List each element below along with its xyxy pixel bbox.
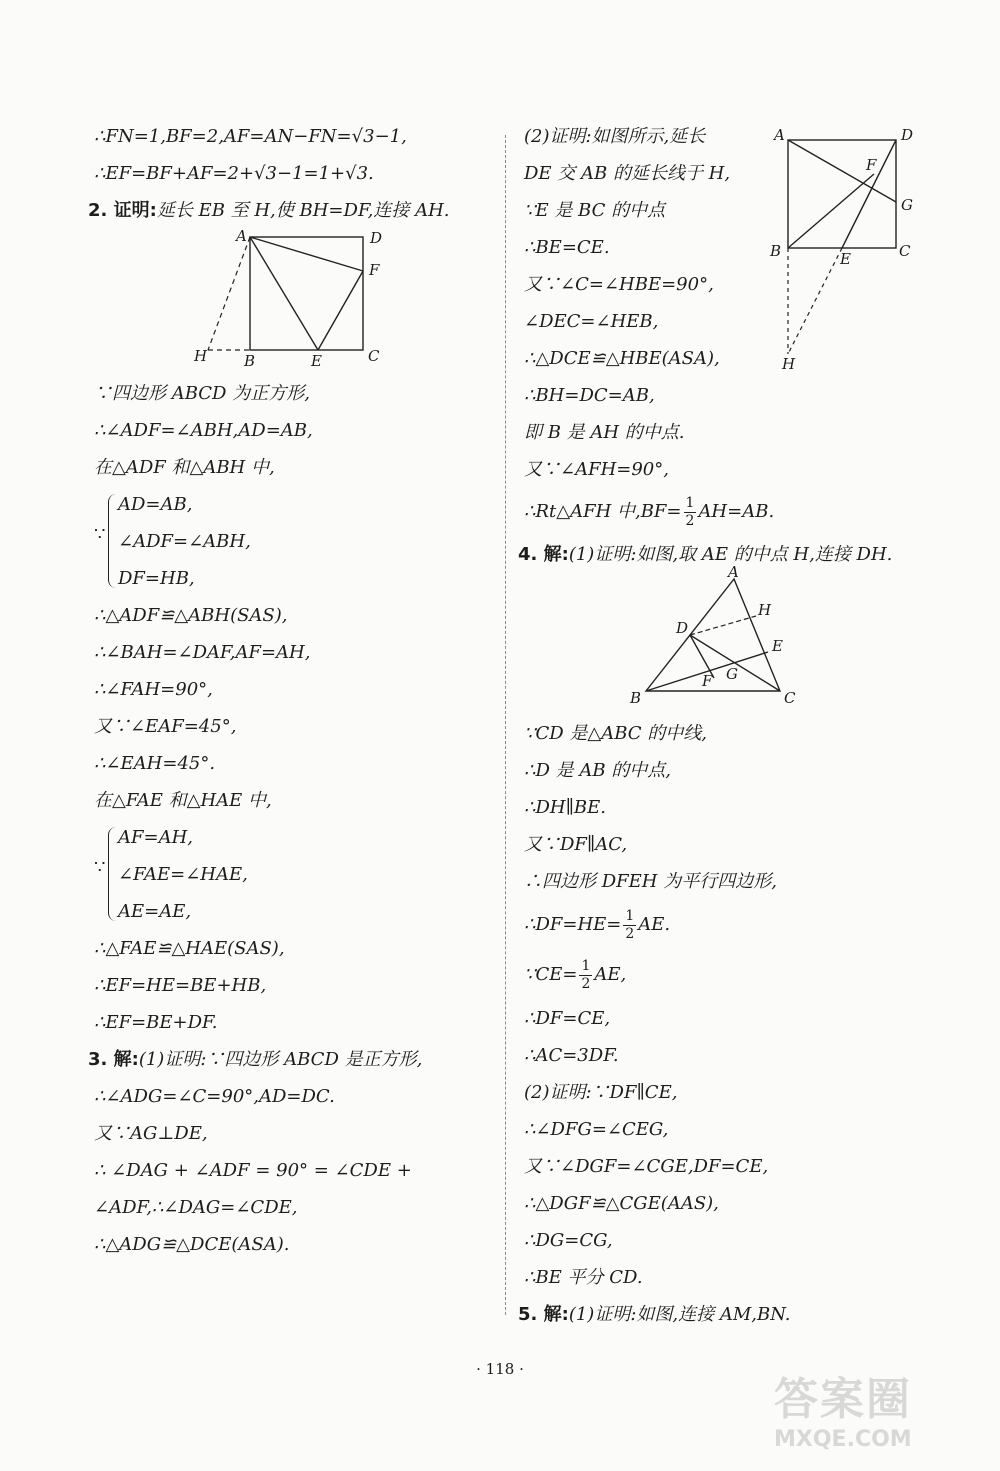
- text-segment: ∵CE=: [524, 964, 578, 985]
- text-line: 又∵∠EAF=45°,: [94, 716, 237, 737]
- watermark-url: MXQE.COM: [774, 1427, 912, 1452]
- fraction-denominator: 2: [581, 975, 591, 992]
- brace-line: DF=HB,: [118, 568, 195, 589]
- point-label: A: [236, 227, 247, 245]
- point-label: B: [244, 352, 256, 370]
- text-line: ∴四边形 DFEH 为平行四边形,: [524, 871, 777, 892]
- text-line: ∴D 是 AB 的中点,: [524, 760, 671, 781]
- problem-4-heading: [518, 536, 978, 573]
- point-label: D: [901, 126, 914, 144]
- text-line: ∴∠ADF=∠ABH,AD=AB,: [94, 420, 313, 441]
- text-segment: AE.: [638, 914, 671, 935]
- fraction-numerator: 1: [625, 907, 635, 924]
- point-label: G: [726, 665, 738, 683]
- problem-3-heading: [88, 1041, 498, 1078]
- text-line: ∴∠DFG=∠CEG,: [524, 1119, 669, 1140]
- since-symbol: ∵: [94, 524, 106, 545]
- text-line: 又∵∠AFH=90°,: [524, 459, 669, 480]
- text-line: ∴BE 平分 CD.: [524, 1267, 643, 1288]
- column-divider: [505, 135, 506, 1315]
- fraction: [623, 908, 636, 943]
- fraction: [684, 495, 697, 530]
- point-label: F: [702, 672, 713, 690]
- point-label: H: [782, 355, 796, 373]
- figure-triangle-abc: [518, 563, 978, 715]
- left-column: [88, 118, 498, 1263]
- text-line: 在△FAE 和△HAE 中,: [94, 790, 272, 811]
- problem-2-heading: [88, 192, 498, 229]
- text-line-fraction: [518, 900, 978, 950]
- text-line: ∴DG=CG,: [524, 1230, 613, 1251]
- text-line: ∵E 是 BC 的中点: [524, 200, 666, 221]
- text-line: ∴ ∠DAG + ∠ADF = 90° = ∠CDE +: [94, 1160, 412, 1181]
- fraction-numerator: 1: [685, 494, 695, 511]
- text-line: ∴EF=BE+DF.: [94, 1012, 218, 1033]
- problem-label: 2. 证明:: [88, 200, 157, 221]
- page-number: · 118 ·: [476, 1360, 524, 1378]
- watermark-logo-text: 答案圈: [774, 1374, 912, 1425]
- text-line: DE 交 AB 的延长线于 H,: [524, 163, 731, 184]
- brace-line: ∠ADF=∠ABH,: [118, 531, 251, 552]
- text-line: ∴BH=DC=AB,: [524, 385, 655, 406]
- text-line: ∴DH∥BE.: [524, 797, 606, 818]
- text-line: ∴∠EAH=45°.: [94, 753, 216, 774]
- point-label: A: [728, 563, 739, 581]
- point-label: B: [630, 689, 642, 707]
- since-symbol: ∵: [94, 857, 106, 878]
- point-label: H: [194, 347, 208, 365]
- problem-text: (1)证明:如图,连接 AM,BN.: [568, 1304, 791, 1325]
- text-line: 在△ADF 和△ABH 中,: [94, 457, 275, 478]
- text-line: ∴BE=CE.: [524, 237, 610, 258]
- text-line: ∴∠BAH=∠DAF,AF=AH,: [94, 642, 311, 663]
- brace-line: AD=AB,: [118, 494, 193, 515]
- text-line: ∴∠ADG=∠C=90°,AD=DC.: [94, 1086, 335, 1107]
- text-line: (2)证明:如图所示,延长: [524, 126, 706, 147]
- brace: [108, 494, 117, 588]
- text-segment: AH=AB.: [698, 501, 775, 522]
- point-label: C: [899, 242, 911, 260]
- text-line-fraction: [518, 488, 978, 536]
- point-label: E: [772, 637, 783, 655]
- fraction: [579, 958, 592, 993]
- problem-5-heading: [518, 1296, 978, 1333]
- right-column: [518, 118, 978, 1333]
- text-line: 即 B 是 AH 的中点.: [524, 422, 685, 443]
- point-label: C: [784, 689, 796, 707]
- brace-system-2: [88, 819, 498, 930]
- point-label: E: [311, 352, 322, 370]
- text-line-fraction: [518, 950, 978, 1000]
- watermark: [774, 1363, 984, 1453]
- point-label: B: [770, 242, 782, 260]
- text-line: ∴DF=CE,: [524, 1008, 611, 1029]
- brace-line: AF=AH,: [118, 827, 193, 848]
- point-label: D: [370, 229, 383, 247]
- text-line: ∵四边形 ABCD 为正方形,: [94, 383, 310, 404]
- point-label: G: [901, 196, 913, 214]
- point-label: A: [774, 126, 785, 144]
- brace: [108, 827, 117, 921]
- text-line: 又∵DF∥AC,: [524, 834, 628, 855]
- problem-text: 延长 EB 至 H,使 BH=DF,连接 AH.: [156, 200, 450, 221]
- text-segment: AE,: [594, 964, 627, 985]
- problem-label: 5. 解:: [518, 1304, 569, 1325]
- point-label: C: [368, 347, 380, 365]
- text-line: ∴△DGF≌△CGE(AAS),: [524, 1193, 719, 1214]
- text-line: ∴△FAE≌△HAE(SAS),: [94, 938, 285, 959]
- text-line: (2)证明:∵DF∥CE,: [524, 1082, 678, 1103]
- problem-label: 3. 解:: [88, 1049, 139, 1070]
- text-line: ∴AC=3DF.: [524, 1045, 619, 1066]
- text-segment: ∴DF=HE=: [524, 914, 622, 935]
- text-line: ∴△ADF≌△ABH(SAS),: [94, 605, 288, 626]
- text-line: ∠ADF,∴∠DAG=∠CDE,: [94, 1197, 298, 1218]
- text-line: ∠DEC=∠HEB,: [524, 311, 659, 332]
- text-line: ∴FN=1,BF=2,AF=AN−FN=√3−1,: [94, 126, 407, 147]
- text-line: 又∵∠C=∠HBE=90°,: [524, 274, 714, 295]
- fraction-denominator: 2: [625, 925, 635, 942]
- fraction-numerator: 1: [581, 957, 591, 974]
- point-label: F: [369, 261, 380, 279]
- brace-system-1: [88, 486, 498, 597]
- text-line: ∵CD 是△ABC 的中线,: [524, 723, 707, 744]
- point-label: F: [866, 156, 877, 174]
- point-label: D: [676, 619, 689, 637]
- text-line: 又∵AG⊥DE,: [94, 1123, 208, 1144]
- figure-square-extended: [768, 126, 928, 376]
- fraction-denominator: 2: [685, 512, 695, 529]
- text-line: ∴△DCE≌△HBE(ASA),: [524, 348, 720, 369]
- point-label: H: [758, 601, 772, 619]
- text-line: ∴△ADG≌△DCE(ASA).: [94, 1234, 290, 1255]
- problem-text: (1)证明:如图,取 AE 的中点 H,连接 DH.: [568, 544, 893, 565]
- problem-text: (1)证明:∵四边形 ABCD 是正方形,: [138, 1049, 423, 1070]
- problem-label: 4. 解:: [518, 544, 569, 565]
- text-line: ∴EF=BF+AF=2+√3−1=1+√3.: [94, 163, 374, 184]
- text-line: 又∵∠DGF=∠CGE,DF=CE,: [524, 1156, 769, 1177]
- text-line: ∴∠FAH=90°,: [94, 679, 213, 700]
- brace-line: AE=AE,: [118, 901, 192, 922]
- brace-line: ∠FAE=∠HAE,: [118, 864, 248, 885]
- figure-square-abcd: [88, 229, 498, 375]
- text-line: ∴EF=HE=BE+HB,: [94, 975, 267, 996]
- text-segment: ∴Rt△AFH 中,BF=: [524, 501, 682, 522]
- point-label: E: [840, 250, 851, 268]
